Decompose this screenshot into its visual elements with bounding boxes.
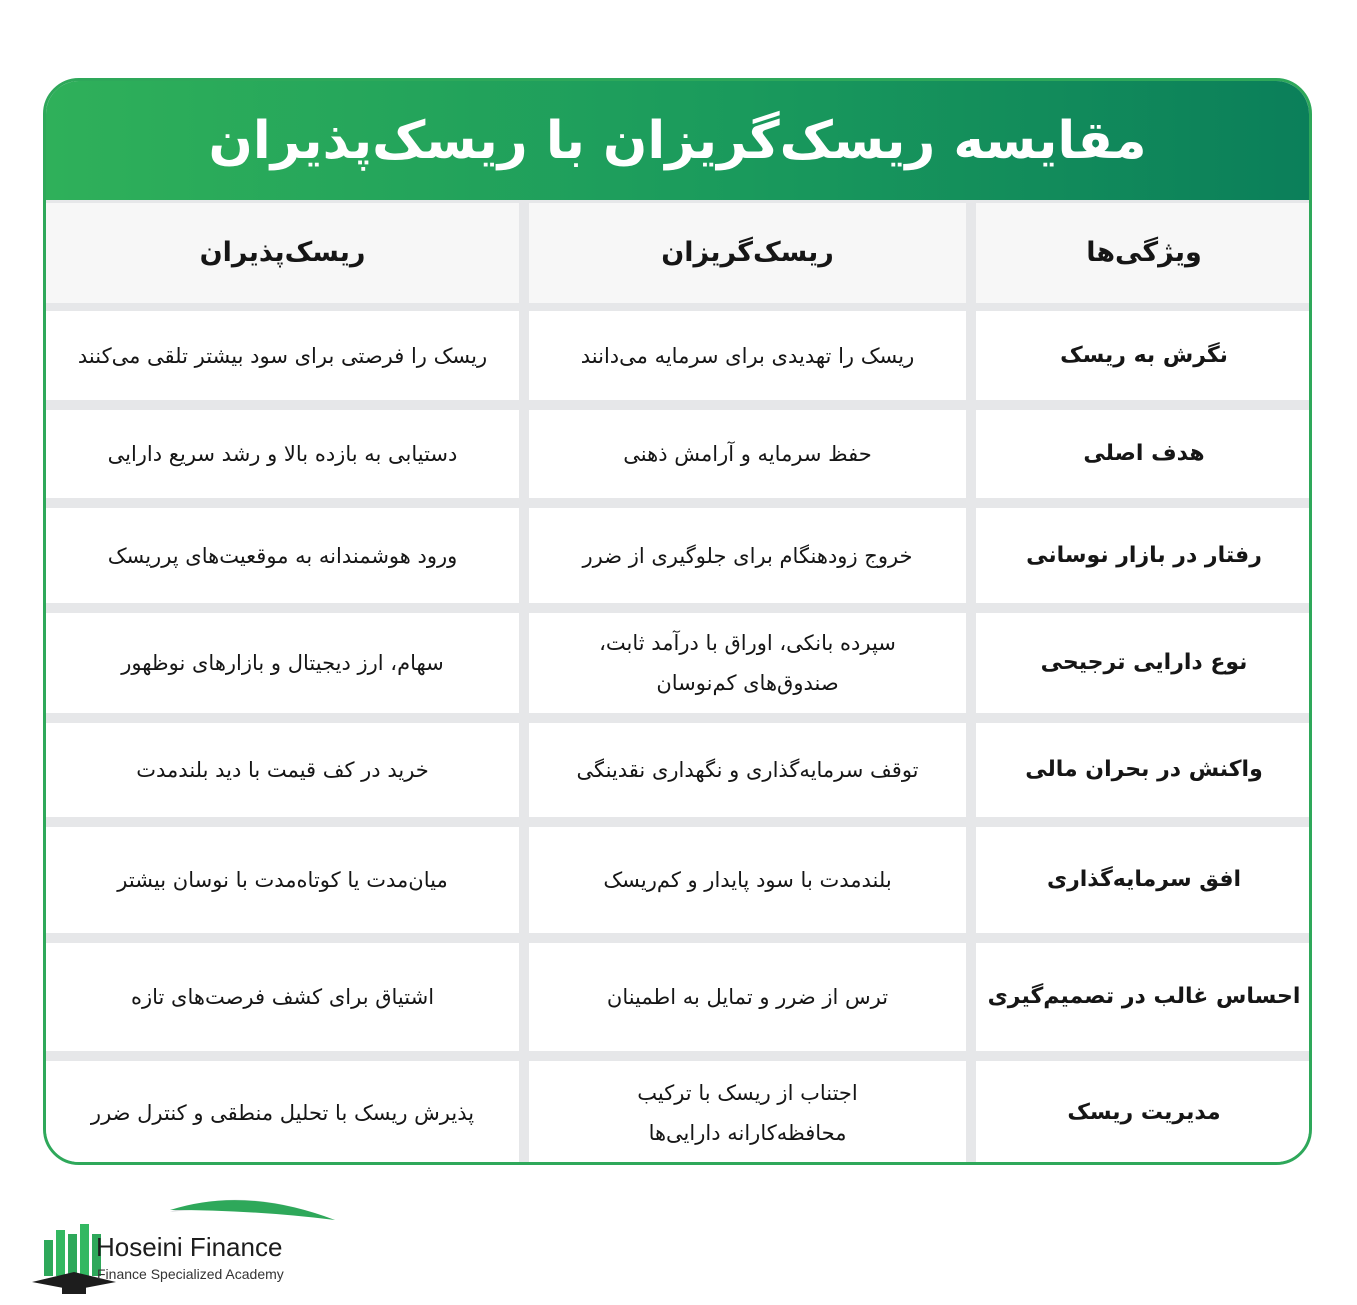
column-header-features: ویژگی‌ها — [976, 203, 1312, 303]
table-row-averse: حفظ سرمایه و آرامش ذهنی — [529, 410, 966, 498]
table-row-averse — [529, 1061, 966, 1165]
table-row-taker: دستیابی به بازده بالا و رشد سریع دارایی — [46, 410, 519, 498]
brand-tagline: Finance Specialized Academy — [97, 1266, 284, 1282]
logo-bar-2 — [56, 1230, 65, 1276]
logo-bar-3 — [68, 1234, 77, 1276]
table-row-taker: ریسک را فرصتی برای سود بیشتر تلقی می‌کنند — [46, 311, 519, 400]
table-row-averse: ترس از ضرر و تمایل به اطمینان — [529, 943, 966, 1051]
averse-line-1: اجتناب از ریسک با ترکیب — [637, 1081, 858, 1105]
title-banner — [46, 81, 1309, 200]
table-row-feature: واکنش در بحران مالی — [976, 723, 1312, 817]
table-row-averse: توقف سرمایه‌گذاری و نگهداری نقدینگی — [529, 723, 966, 817]
table-row-taker: خرید در کف قیمت با دید بلندمدت — [46, 723, 519, 817]
averse-line-2: صندوق‌های کم‌نوسان — [656, 671, 839, 695]
averse-line-1: سپرده بانکی، اوراق با درآمد ثابت، — [599, 631, 896, 655]
page-title: مقایسه ریسک‌گریزان با ریسک‌پذیران — [208, 110, 1147, 171]
comparison-table-card — [43, 78, 1312, 1165]
column-header-risk-averse: ریسک‌گریزان — [529, 203, 966, 303]
logo-swoosh — [170, 1200, 335, 1220]
table-row-feature: هدف اصلی — [976, 410, 1312, 498]
table-row-taker: سهام، ارز دیجیتال و بازارهای نوظهور — [46, 613, 519, 713]
table-row-feature: افق سرمایه‌گذاری — [976, 827, 1312, 933]
averse-line-2: محافظه‌کارانه دارایی‌ها — [648, 1121, 847, 1145]
table-row-feature: احساس غالب در تصمیم‌گیری — [976, 943, 1312, 1051]
table-row-taker: اشتیاق برای کشف فرصت‌های تازه — [46, 943, 519, 1051]
table-row-averse: بلندمدت با سود پایدار و کم‌ریسک — [529, 827, 966, 933]
logo-cap-base — [62, 1286, 86, 1294]
table-row-taker: ورود هوشمندانه به موقعیت‌های پرریسک — [46, 508, 519, 603]
column-header-risk-takers: ریسک‌پذیران — [46, 203, 519, 303]
table-row-feature: نگرش به ریسک — [976, 311, 1312, 400]
table-row-taker: میان‌مدت یا کوتاه‌مدت با نوسان بیشتر — [46, 827, 519, 933]
table-row-feature: رفتار در بازار نوسانی — [976, 508, 1312, 603]
brand-name: Hoseini Finance — [96, 1232, 283, 1262]
table-row-feature: مدیریت ریسک — [976, 1061, 1312, 1165]
logo-bar-1 — [44, 1240, 53, 1276]
logo-bar-4 — [80, 1224, 89, 1276]
table-row-averse — [529, 613, 966, 713]
table-row-feature: نوع دارایی ترجیحی — [976, 613, 1312, 713]
table-row-averse: خروج زودهنگام برای جلوگیری از ضرر — [529, 508, 966, 603]
table-row-taker: پذیرش ریسک با تحلیل منطقی و کنترل ضرر — [46, 1061, 519, 1165]
table-row-averse: ریسک را تهدیدی برای سرمایه می‌دانند — [529, 311, 966, 400]
